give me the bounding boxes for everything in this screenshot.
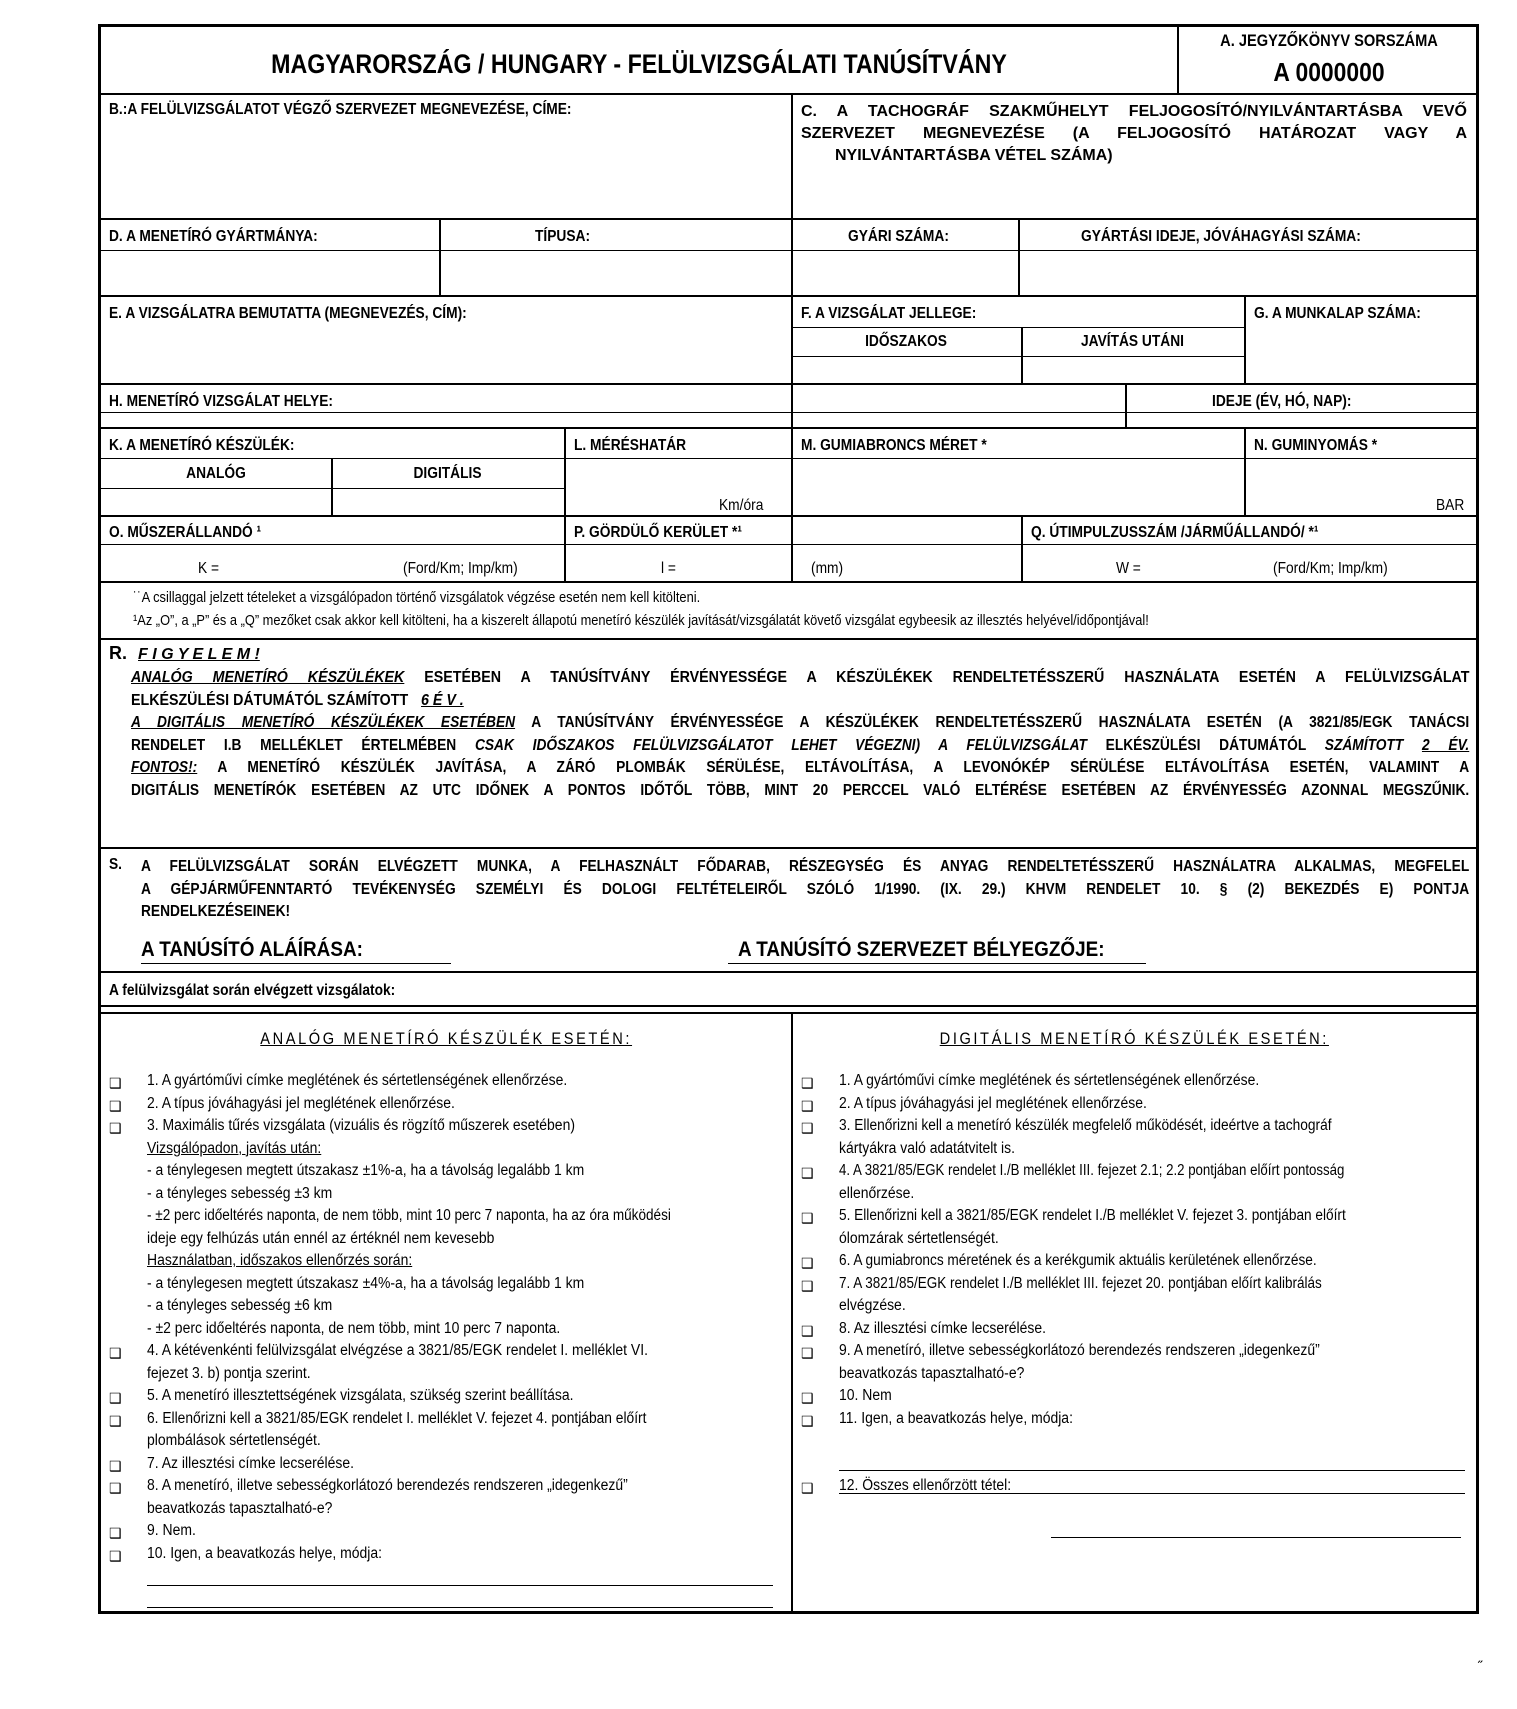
certificate-form: [98, 24, 1479, 1614]
l-unit: (mm): [811, 560, 844, 577]
section-s-text: A FELÜLVIZSGÁLAT SORÁN ELVÉGZETT MUNKA, A FELHASZNÁLT FŐDARAB, RÉSZEGYSÉG ÉS ANYAG RENDELTETÉSSZERŰ HASZNÁLATRA ALKALMAS, MEGFELEL A GÉPJÁRMŰFENNTARTÓ TEVÉKENYSÉG SZEMÉLYI ÉS DOLOGI FELTÉTELEIRŐL SZÓLÓ 1/1990. (IX. 29.) KHVM RENDELET 10. § (2) BEKEZDÉS E) PONTJA RENDELKEZÉSEINEK!: [141, 858, 1470, 920]
footnote-one: ¹Az „O”, a „P” és a „Q” mezőket csak akkor kell kitölteni, ha a kiszerelt állapotú menetíró készülék javítását/vizsgálatát követő vizsgálat egybeesik az illesztés helyével/időpontjával!: [133, 612, 1149, 629]
checkbox-icon[interactable]: ❑: [109, 1525, 122, 1541]
r-important-utc: DIGITÁLIS MENETÍRÓK ESETÉBEN AZ UTC IDŐNEK A PONTOS IDŐTŐL TÖBB, MINT 20 PERCCEL VALÓ ELTÉRÉSE ESETÉBEN AZ ÉRVÉNYESSÉG AZONNAL MEGSZŰNIK.: [131, 781, 1470, 799]
l-variable: l =: [661, 560, 676, 577]
checkbox-icon[interactable]: ❑: [801, 1097, 814, 1114]
r-digital-devices: A DIGITÁLIS MENETÍRÓ KÉSZÜLÉKEK ESETÉBEN: [131, 714, 516, 731]
section-b-label: B.:A FELÜLVIZSGÁLATOT VÉGZŐ SZERVEZET MEGNEVEZÉSE, CÍME:: [109, 101, 572, 118]
stamp-label: A TANÚSÍTÓ SZERVEZET BÉLYEGZŐJE:: [738, 938, 1105, 961]
digital-item-6[interactable]: ❑ 6. A gumiabroncs méretének és a kerékgumik aktuális kerületének ellenőrzése.: [801, 1250, 1467, 1273]
w-unit: (Ford/Km; Imp/km): [1273, 560, 1388, 577]
checkbox-icon[interactable]: ❑: [801, 1277, 814, 1294]
serial-number: A 0000000: [1273, 57, 1385, 87]
r-analog-date: ELKÉSZÜLÉSI DÁTUMÁTÓL SZÁMÍTOTT: [131, 691, 409, 709]
section-p-label: P. GÖRDÜLŐ KERÜLET *¹: [574, 524, 742, 541]
checkbox-icon[interactable]: ❑: [801, 1075, 814, 1091]
checkbox-icon[interactable]: ❑: [109, 1345, 122, 1361]
section-k-label: K. A MENETÍRÓ KÉSZÜLÉK:: [109, 437, 295, 454]
checkbox-icon[interactable]: ❑: [109, 1075, 122, 1091]
section-m-label: M. GUMIABRONCS MÉRET *: [801, 437, 987, 454]
form-title: MAGYARORSZÁG / HUNGARY - FELÜLVIZSGÁLATI TANÚSÍTVÁNY: [271, 49, 1007, 79]
checks-label: A felülvizsgálat során elvégzett vizsgálatok:: [109, 982, 396, 999]
section-o-label: O. MŰSZERÁLLANDÓ ¹: [109, 524, 262, 541]
inspection-date-label: IDEJE (ÉV, HÓ, NAP):: [1212, 393, 1352, 410]
analog-write-line-2[interactable]: [147, 1607, 773, 1608]
digital-write-line-1[interactable]: [839, 1470, 1465, 1471]
checkbox-icon[interactable]: ❑: [109, 1412, 122, 1429]
checkbox-icon[interactable]: ❑: [801, 1165, 814, 1181]
digital-write-line-2[interactable]: [839, 1493, 1465, 1494]
checkbox-icon[interactable]: ❑: [801, 1480, 814, 1496]
checkbox-icon[interactable]: ❑: [109, 1457, 122, 1474]
checkbox-icon[interactable]: ❑: [801, 1255, 814, 1271]
analog-title: ANALÓG MENETÍRÓ KÉSZÜLÉK ESETÉN:: [260, 1029, 632, 1048]
r-analog-devices: ANALÓG MENETÍRÓ KÉSZÜLÉKEK: [131, 669, 405, 686]
speed-unit: Km/óra: [719, 497, 764, 514]
k-variable: K =: [198, 560, 220, 577]
section-n-label: N. GUMINYOMÁS *: [1254, 437, 1378, 454]
serial-label: A. JEGYZŐKÖNYV SORSZÁMA: [1220, 31, 1438, 50]
digital-item-4[interactable]: ❑ 4. A 3821/85/EGK rendelet I./B melléklet III. fejezet 2.1; 2.2 pontjában előírt pontosság: [801, 1160, 1467, 1183]
manufacturer-label: D. A MENETÍRÓ GYÁRTMÁNYA:: [109, 228, 318, 245]
analog-item-6[interactable]: ❑ 6. Ellenőrizni kell a 3821/85/EGK rendelet I. melléklet V. fejezet 4. pontjában előírt: [109, 1408, 783, 1431]
digital-item-8[interactable]: ❑ 8. Az illesztési címke lecserélése.: [801, 1318, 1467, 1341]
r-analog-validity: 6 É V .: [421, 691, 464, 709]
checkbox-icon[interactable]: ❑: [801, 1120, 814, 1136]
checkbox-icon[interactable]: ❑: [801, 1412, 814, 1429]
r-important: FONTOS!:: [131, 759, 198, 776]
r-digital-periodic: CSAK IDŐSZAKOS FELÜLVIZSGÁLATOT LEHET VÉGEZNI) A FELÜLVIZSGÁLAT: [474, 736, 1087, 754]
checkbox-icon[interactable]: ❑: [109, 1390, 122, 1406]
analog-checklist: ❑ 1. A gyártóművi címke meglétének és sértetlenségének ellenőrzése. ❑ 2. A típus jóváhagyási jel meglétének ellenőrzése. ❑ 3. Maximális tűrés vizsgálata (vizuális és rögzítő műszerek esetében) Vizsgálópadon, javítás után: - a ténylegesen megtett útszakasz ±1%-a, ha a távolság legalább 1 km - a tényleges sebesség ±3 km - ±2 perc időeltérés naponta, de nem több, mint 10 perc 7 naponta, ha az óra működési ideje egy felhúzás után ennél az értéknél nem kevesebb Használatban, időszakos ellenőrzés során: - a ténylegesen megtett útszakasz ±4%-a, ha a távolság legalább 1 km - a tényleges sebesség ±6 km - ±2 perc időeltérés naponta, de nem több, mint 10 perc 7 naponta. ❑ 4. A kétévenkénti felülvizsgálat elvégzése a 3821/85/EGK rendelet I. melléklet VI. fejezet 3. b) pontja szerint. ❑ 5. A menetíró illesztettségének vizsgálata, szükség szerint beállítása. ❑ 6. Ellenőrizni kell a 3821/85/EGK rendelet I. melléklet V. fejezet 4. pontjában előírt plombálások sértetlenségét. ❑ 7. Az illesztési címke lecserélése. ❑ 8. A menetíró, illetve sebességkorlátozó berendezés rendszeren „idegenkezű” beavatkozás tapasztalható-e? ❑ 9. Nem. ❑ 10. Igen, a beavatkozás helye, módja:: [109, 1070, 783, 1565]
section-e-label: E. A VIZSGÁLATRA BEMUTATTA (MEGNEVEZÉS, CÍM):: [109, 305, 467, 322]
analog-write-line-1[interactable]: [147, 1585, 773, 1586]
r-digital-text: A TANÚSÍTVÁNY ÉRVÉNYESSÉGE A KÉSZÜLÉKEK RENDELTETÉSSZERŰ HASZNÁLATA ESETÉN (A 3821/85/EGK TANÁCSI: [531, 714, 1470, 731]
r-digital-counted: SZÁMÍTOTT: [1324, 736, 1404, 754]
analog-item-10[interactable]: ❑ 10. Igen, a beavatkozás helye, módja:: [109, 1543, 783, 1566]
page-mark: ˶: [1478, 1652, 1483, 1669]
digital-item-10[interactable]: ❑ 10. Nem: [801, 1385, 1467, 1408]
checkbox-icon[interactable]: ❑: [109, 1097, 122, 1114]
section-l-label: L. MÉRÉSHATÁR: [574, 437, 687, 454]
section-g-label: G. A MUNKALAP SZÁMA:: [1254, 305, 1421, 322]
digital-item-3[interactable]: ❑ 3. Ellenőrizni kell a menetíró készülék megfelelő működését, ideértve a tachográf: [801, 1115, 1467, 1138]
digital-total-line[interactable]: [1051, 1537, 1461, 1538]
analog-item-3[interactable]: ❑ 3. Maximális tűrés vizsgálata (vizuális és rögzítő műszerek esetében): [109, 1115, 783, 1138]
section-h-label: H. MENETÍRÓ VIZSGÁLAT HELYE:: [109, 393, 334, 410]
digital-item-1[interactable]: ❑ 1. A gyártóművi címke meglétének és sértetlenségének ellenőrzése.: [801, 1070, 1467, 1093]
digital-checklist: ❑ 1. A gyártóművi címke meglétének és sértetlenségének ellenőrzése. ❑ 2. A típus jóváhagyási jel meglétének ellenőrzése. ❑ 3. Ellenőrizni kell a menetíró készülék megfelelő működését, ideértve a tachográf kártyákra való adatátvitelt is. ❑ 4. A 3821/85/EGK rendelet I./B melléklet III. fejezet 2.1; 2.2 pontjában előírt pontosság ellenőrzése. ❑ 5. Ellenőrizni kell a 3821/85/EGK rendelet I./B melléklet V. fejezet 3. pontjában előírt ólomzárak sértetlenségét. ❑ 6. A gumiabroncs méretének és a kerékgumik aktuális kerületének ellenőrzése. ❑ 7. A 3821/85/EGK rendelet I./B melléklet III. fejezet 20. pontjában előírt kalibrálás elvégzése. ❑ 8. Az illesztési címke lecserélése. ❑ 9. A menetíró, illetve sebességkorlátozó berendezés rendszeren „idegenkezű” beavatkozás tapasztalható-e? ❑ 10. Nem ❑ 11. Igen, a beavatkozás helye, módja: ❑ 12. Összes ellenőrzött tétel:: [801, 1070, 1467, 1498]
r-digital-date: ELKÉSZÜLÉSI DÁTUMÁTÓL: [1105, 736, 1307, 754]
analog-item-4[interactable]: ❑ 4. A kétévenkénti felülvizsgálat elvégzése a 3821/85/EGK rendelet I. melléklet VI.: [109, 1340, 783, 1363]
checkbox-icon[interactable]: ❑: [801, 1210, 814, 1226]
checkbox-icon[interactable]: ❑: [109, 1120, 122, 1136]
section-r-title: F I G Y E L E M !: [138, 646, 260, 663]
production-date-label: GYÁRTÁSI IDEJE, JÓVÁHAGYÁSI SZÁMA:: [1081, 228, 1361, 245]
section-c-label: C. A TACHOGRÁF SZAKMŰHELYT FELJOGOSÍTÓ/NYILVÁNTARTÁSBA VEVŐ SZERVEZET MEGNEVEZÉSE (A FELJOGOSÍTÓ HATÁROZAT VAGY A NYILVÁNTARTÁSBA VÉTEL SZÁMA): [801, 103, 1467, 164]
checkbox-icon[interactable]: ❑: [801, 1345, 814, 1361]
periodic-label: IDŐSZAKOS: [865, 333, 947, 350]
r-digital-validity: 2 ÉV.: [1421, 736, 1470, 754]
pressure-unit: BAR: [1436, 497, 1465, 514]
r-important-text: A MENETÍRÓ KÉSZÜLÉK JAVÍTÁSA, A ZÁRÓ PLOMBÁK SÉRÜLÉSE, ELTÁVOLÍTÁSA, A LEVONÓKÉP SÉRÜLÉSE ELTÁVOLÍTÁSA ESETÉN, VALAMINT A: [217, 759, 1470, 776]
checkbox-icon[interactable]: ❑: [801, 1390, 814, 1406]
checkbox-icon[interactable]: ❑: [109, 1547, 122, 1564]
analog-item-9[interactable]: ❑ 9. Nem.: [109, 1520, 783, 1543]
analog-item-1[interactable]: ❑ 1. A gyártóművi címke meglétének és sértetlenségének ellenőrzése.: [109, 1070, 783, 1093]
section-s-prefix: S.: [109, 856, 123, 873]
digital-item-11[interactable]: ❑ 11. Igen, a beavatkozás helye, módja:: [801, 1408, 1467, 1431]
digital-item-12[interactable]: ❑ 12. Összes ellenőrzött tétel:: [801, 1475, 1467, 1498]
footnote-star: ˙˙A csillaggal jelzett tételeket a vizsgálópadon történő vizsgálatok végzése esetén nem kell kitölteni.: [133, 589, 701, 606]
type-label: TÍPUSA:: [535, 228, 591, 245]
checkbox-icon[interactable]: ❑: [801, 1322, 814, 1339]
section-f-label: F. A VIZSGÁLAT JELLEGE:: [801, 305, 977, 322]
digital-title: DIGITÁLIS MENETÍRÓ KÉSZÜLÉK ESETÉN:: [939, 1029, 1330, 1048]
serial-no-label: GYÁRI SZÁMA:: [848, 228, 949, 245]
section-q-label: Q. ÚTIMPULZUSSZÁM /JÁRMŰÁLLANDÓ/ *¹: [1031, 524, 1319, 541]
digital-item-7[interactable]: ❑ 7. A 3821/85/EGK rendelet I./B melléklet III. fejezet 20. pontjában előírt kalibrálás: [801, 1273, 1467, 1296]
digital-item-9[interactable]: ❑ 9. A menetíró, illetve sebességkorlátozó berendezés rendszeren „idegenkezű”: [801, 1340, 1467, 1363]
r-analog-text: ESETÉBEN A TANÚSÍTVÁNY ÉRVÉNYESSÉGE A KÉSZÜLÉKEK RENDELTETÉSSZERŰ HASZNÁLATA ESETÉN A FELÜLVIZSGÁLAT: [424, 669, 1470, 686]
section-r-prefix: R.: [109, 643, 127, 663]
checkbox-icon[interactable]: ❑: [109, 1480, 122, 1496]
digital-item-2[interactable]: ❑ 2. A típus jóváhagyási jel meglétének ellenőrzése.: [801, 1093, 1467, 1116]
signature-label: A TANÚSÍTÓ ALÁÍRÁSA:: [141, 938, 363, 961]
k-unit: (Ford/Km; Imp/km): [403, 560, 518, 577]
w-variable: W =: [1116, 560, 1141, 577]
r-digital-regulation: RENDELET I.B MELLÉKLET ÉRTELMÉBEN: [131, 736, 457, 754]
digital-label: DIGITÁLIS: [413, 465, 482, 482]
digital-item-5[interactable]: ❑ 5. Ellenőrizni kell a 3821/85/EGK rendelet I./B melléklet V. fejezet 3. pontjában előírt: [801, 1205, 1467, 1228]
analog-label: ANALÓG: [186, 465, 246, 482]
analog-item-5[interactable]: ❑ 5. A menetíró illesztettségének vizsgálata, szükség szerint beállítása.: [109, 1385, 783, 1408]
analog-item-7[interactable]: ❑ 7. Az illesztési címke lecserélése.: [109, 1453, 783, 1476]
analog-item-2[interactable]: ❑ 2. A típus jóváhagyási jel meglétének ellenőrzése.: [109, 1093, 783, 1116]
analog-item-8[interactable]: ❑ 8. A menetíró, illetve sebességkorlátozó berendezés rendszeren „idegenkezű”: [109, 1475, 783, 1498]
after-repair-label: JAVÍTÁS UTÁNI: [1081, 333, 1184, 350]
